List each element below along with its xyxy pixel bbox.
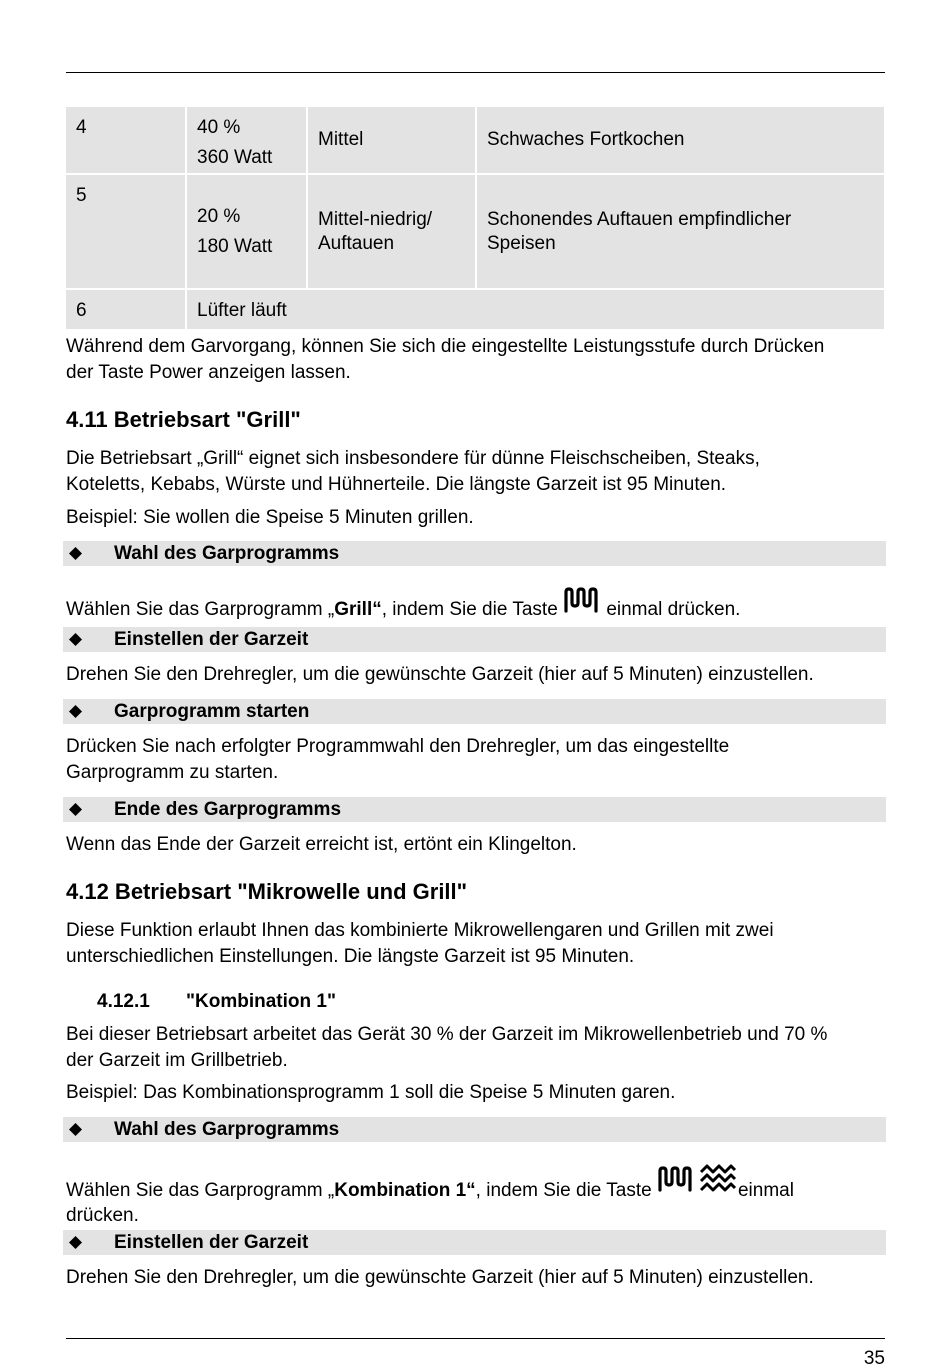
diamond-bullet-icon <box>69 705 82 718</box>
table-row <box>66 174 884 289</box>
program-name: Kombination 1“ <box>334 1180 476 1201</box>
percent-cell: 20 % <box>197 205 241 227</box>
watt-cell: 360 Watt <box>197 147 273 168</box>
level-cell: 6 <box>76 300 87 321</box>
text-line: Die Betriebsart „Grill“ eignet sich insbesondere für dünne Fleischscheiben, Steaks, <box>66 448 760 469</box>
step-text: Drehen Sie den Drehregler, um die gewünschte Garzeit (hier auf 5 Minuten) einzustellen. <box>66 664 814 685</box>
step-text: Drehen Sie den Drehregler, um die gewünschte Garzeit (hier auf 5 Minuten) einzustellen. <box>66 1267 814 1288</box>
text-line: drücken. <box>66 1205 139 1226</box>
step-bar <box>63 627 886 652</box>
mode-cell: Auftauen <box>318 232 395 254</box>
step-title: Wahl des Garprogramms <box>114 1119 340 1140</box>
grill-icon <box>563 587 601 613</box>
diamond-bullet-icon <box>69 1123 82 1136</box>
level-cell: 4 <box>76 117 87 138</box>
mode-cell: Mittel <box>318 129 364 150</box>
text-line: unterschiedlichen Einstellungen. Die längste Garzeit ist 95 Minuten. <box>66 946 635 967</box>
step-bar <box>63 1230 886 1255</box>
power-level-table <box>66 107 884 329</box>
step-title: Garprogramm starten <box>114 701 310 722</box>
percent-cell: 40 % <box>197 117 241 138</box>
step-text <box>66 587 886 625</box>
example-paragraph: Beispiel: Das Kombinationsprogramm 1 soll die Speise 5 Minuten garen. <box>66 1082 676 1103</box>
microwave-icon <box>698 1164 738 1194</box>
page-number: 35 <box>863 1348 885 1369</box>
step-title: Einstellen der Garzeit <box>114 1232 309 1253</box>
paragraph <box>66 918 886 970</box>
fan-cell: Lüfter läuft <box>197 300 287 321</box>
program-name: Grill“ <box>334 599 382 620</box>
text-line: der Taste Power anzeigen lassen. <box>66 362 351 383</box>
use-cell: Schonendes Auftauen empfindlicher <box>487 208 792 230</box>
step-bar <box>63 699 886 724</box>
text-line: Koteletts, Kebabs, Würste und Hühnerteile. Die längste Garzeit ist 95 Minuten. <box>66 474 727 495</box>
text-line: Während dem Garvorgang, können Sie sich die eingestellte Leistungsstufe durch Drücken <box>66 336 825 357</box>
subsection-heading <box>97 990 336 1014</box>
step-title: Einstellen der Garzeit <box>114 629 309 650</box>
grill-icon <box>657 1166 695 1192</box>
use-cell: Schwaches Fortkochen <box>487 129 685 150</box>
level-cell: 5 <box>76 185 87 206</box>
text-line: der Garzeit im Grillbetrieb. <box>66 1050 288 1071</box>
use-cell: Speisen <box>487 232 556 254</box>
paragraph <box>66 1022 886 1074</box>
step-title: Wahl des Garprogramms <box>114 543 340 564</box>
header-rule <box>66 72 885 73</box>
text-span: Wählen Sie das Garprogramm „ <box>66 1180 335 1201</box>
section-heading-4-12: 4.12 Betriebsart "Mikrowelle und Grill" <box>66 879 468 904</box>
step-text: Wenn das Ende der Garzeit erreicht ist, ertönt ein Klingelton. <box>66 834 577 855</box>
diamond-bullet-icon <box>69 633 82 646</box>
table-row <box>66 107 884 174</box>
step-text <box>66 734 886 786</box>
text-line: Diese Funktion erlaubt Ihnen das kombinierte Mikrowellengaren und Grillen mit zwei <box>66 920 774 941</box>
diamond-bullet-icon <box>69 803 82 816</box>
text-span: Wählen Sie das Garprogramm „ <box>66 599 335 620</box>
subsection-number: 4.12.1 <box>97 991 150 1012</box>
step-bar <box>63 797 886 822</box>
text-line: Bei dieser Betriebsart arbeitet das Gerät 30 % der Garzeit im Mikrowellenbetrieb und 70 % <box>66 1024 828 1045</box>
text-span: einmal <box>737 1180 794 1201</box>
text-line: Garprogramm zu starten. <box>66 762 279 783</box>
example-paragraph: Beispiel: Sie wollen die Speise 5 Minuten grillen. <box>66 507 474 528</box>
subsection-title: "Kombination 1" <box>186 991 336 1012</box>
step-bar <box>63 1117 886 1142</box>
step-title: Ende des Garprogramms <box>114 799 342 820</box>
diamond-bullet-icon <box>69 1236 82 1249</box>
watt-cell: 180 Watt <box>197 235 273 257</box>
text-span: , indem Sie die Taste <box>381 599 564 620</box>
paragraph <box>66 446 886 498</box>
text-span: , indem Sie die Taste <box>475 1180 657 1201</box>
mode-cell: Mittel-niedrig/ <box>318 208 433 230</box>
table-row <box>66 289 884 329</box>
text-span: einmal drücken. <box>601 599 741 620</box>
footer-rule <box>66 1338 885 1339</box>
step-bar <box>63 541 886 566</box>
intro-paragraph <box>66 334 886 386</box>
text-line: Drücken Sie nach erfolgter Programmwahl den Drehregler, um das eingestellte <box>66 736 730 757</box>
section-heading-4-11: 4.11 Betriebsart "Grill" <box>66 407 301 432</box>
step-text <box>66 1164 886 1227</box>
diamond-bullet-icon <box>69 547 82 560</box>
